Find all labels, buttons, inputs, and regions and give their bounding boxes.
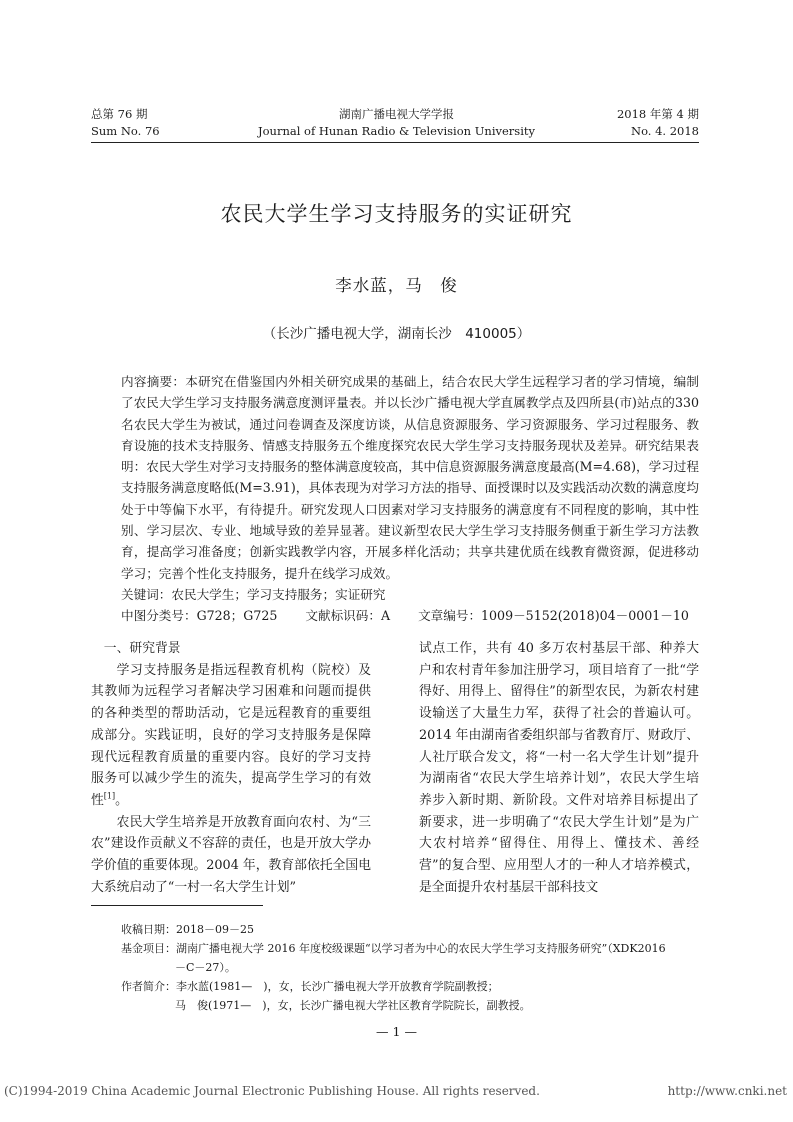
header-issue-cn: 总第 76 期 <box>91 107 148 121</box>
paper-authors: 李水蓝，马 俊 <box>335 276 458 295</box>
fund-project-continued: －C－27）。 <box>175 961 236 974</box>
author-bio-2: 马 俊(1971— )，女，长沙广播电视大学社区教育学院院长，副教授。 <box>175 999 531 1012</box>
cnki-link[interactable]: http://www.cnki.net <box>667 1084 787 1098</box>
keywords: 关键词：农民大学生；学习支持服务；实证研究 <box>121 587 386 602</box>
header-year-cn: 2018 年第 4 期 <box>616 107 699 121</box>
footnotes <box>121 920 699 1015</box>
header-journal-cn: 湖南广播电视大学学报 <box>339 107 454 121</box>
header-journal-en: Journal of Hunan Radio & Television University <box>258 124 535 138</box>
clc-number: 中图分类号：G728；G725 <box>121 608 278 623</box>
header-rule <box>91 142 699 143</box>
page-number: — 1 — <box>376 1024 417 1039</box>
body-paragraph-1 <box>91 660 371 812</box>
body-paragraph-2-continued: 试点工作，共有 40 多万农村基层干部、种养大户和农村青年参加注册学习，项目培育了一批“学得好、用得上、留得住”的新型农民，为新农村建设输送了大量生力军，获得了社会的普遍认可。2014 年由湖南省委组织部与省教育厅、财政厅、人社厅联合发文，将“一村一名大学生计划”提升为湖南省“农民大学生培养计划”，农民大学生培养步入新时期、新阶段。文件对培养目标提出了新要求，进一步明确了“农民大学生计划”是为广大农村培养“留得住、用得上、懂技术、善经营”的复合型、应用型人才的一种人才培养模式，是全面提升农村基层干部科技文 <box>419 641 699 895</box>
paper-affiliation: （长沙广播电视大学，湖南长沙 410005） <box>262 326 531 342</box>
body-paragraph-1-text: 学习支持服务是指远程教育机构（院校）及其教师为远程学习者解决学习困难和问题而提供的各种类型的帮助活动，它是远程教育的重要组成部分。实践证明，良好的学习支持服务是保障现代远程教育质量的重要内容。良好的学习支持服务可以减少学生的流失，提高学生学习的有效性 <box>91 662 371 808</box>
received-date: 收稿日期：2018－09－25 <box>121 923 254 936</box>
abstract <box>121 371 699 584</box>
classification <box>121 605 699 626</box>
doc-code: 文献标识码：A <box>305 608 391 623</box>
abstract-label: 内容摘要： <box>121 374 186 389</box>
section-heading: 一、研究背景 <box>103 641 181 656</box>
header-year-en: No. 4. 2018 <box>631 124 699 138</box>
body-paragraph-2: 农民大学生培养是开放教育面向农村、为“三农”建设作贡献义不容辞的责任，也是开放大学办学价值的重要体现。2004 年，教育部依托全国电大系统启动了“一村一名大学生计划” <box>91 814 371 895</box>
article-number: 文章编号：1009－5152(2018)04－0001－10 <box>418 608 689 623</box>
body-left-column <box>91 638 371 898</box>
author-bio-1: 作者简介：李水蓝(1981— )，女，长沙广播电视大学开放教育学院副教授； <box>121 980 499 993</box>
citation-ref: [1] <box>103 791 116 801</box>
body-paragraph-1-end: 。 <box>115 792 128 808</box>
copyright-notice: (C)1994-2019 China Academic Journal Electronic Publishing House. All rights reserved. <box>4 1084 540 1098</box>
abstract-text: 本研究在借鉴国内外相关研究成果的基础上，结合农民大学生远程学习者的学习情境，编制了农民大学生学习支持服务满意度测评量表。并以长沙广播电视大学直属教学点及四所县(市)站点的330名农民大学生为被试，通过问卷调查及深度访谈，从信息资源服务、学习资源服务、学习过程服务、教育设施的技术支持服务、情感支持服务五个维度探究农民大学生学习支持服务现状及差异。研究结果表明：农民大学生对学习支持服务的整体满意度较高，其中信息资源服务满意度最高(M=4.68)，学习过程支持服务满意度略低(M=3.91)，具体表现为对学习方法的指导、面授课时以及实践活动次数的满意度均处于中等偏下水平，有待提升。研究发现人口因素对学习支持服务的满意度有不同程度的影响，其中性别、学习层次、专业、地域导致的差异显著。建议新型农民大学生学习支持服务侧重于新生学习方法教育，提高学习准备度；创新实践教学内容，开展多样化活动；共享共建优质在线教育微资源，促进移动学习；完善个性化支持服务，提升在线学习成效。 <box>121 374 700 581</box>
header-issue-en: Sum No. 76 <box>91 124 160 138</box>
fund-project: 基金项目：湖南广播电视大学 2016 年度校级课题“以学习者为中心的农民大学生学习支持服务研究”（XDK2016 <box>121 942 666 955</box>
body-right-column <box>419 638 699 898</box>
footnote-rule <box>91 905 263 906</box>
paper-title: 农民大学生学习支持服务的实证研究 <box>220 202 573 226</box>
